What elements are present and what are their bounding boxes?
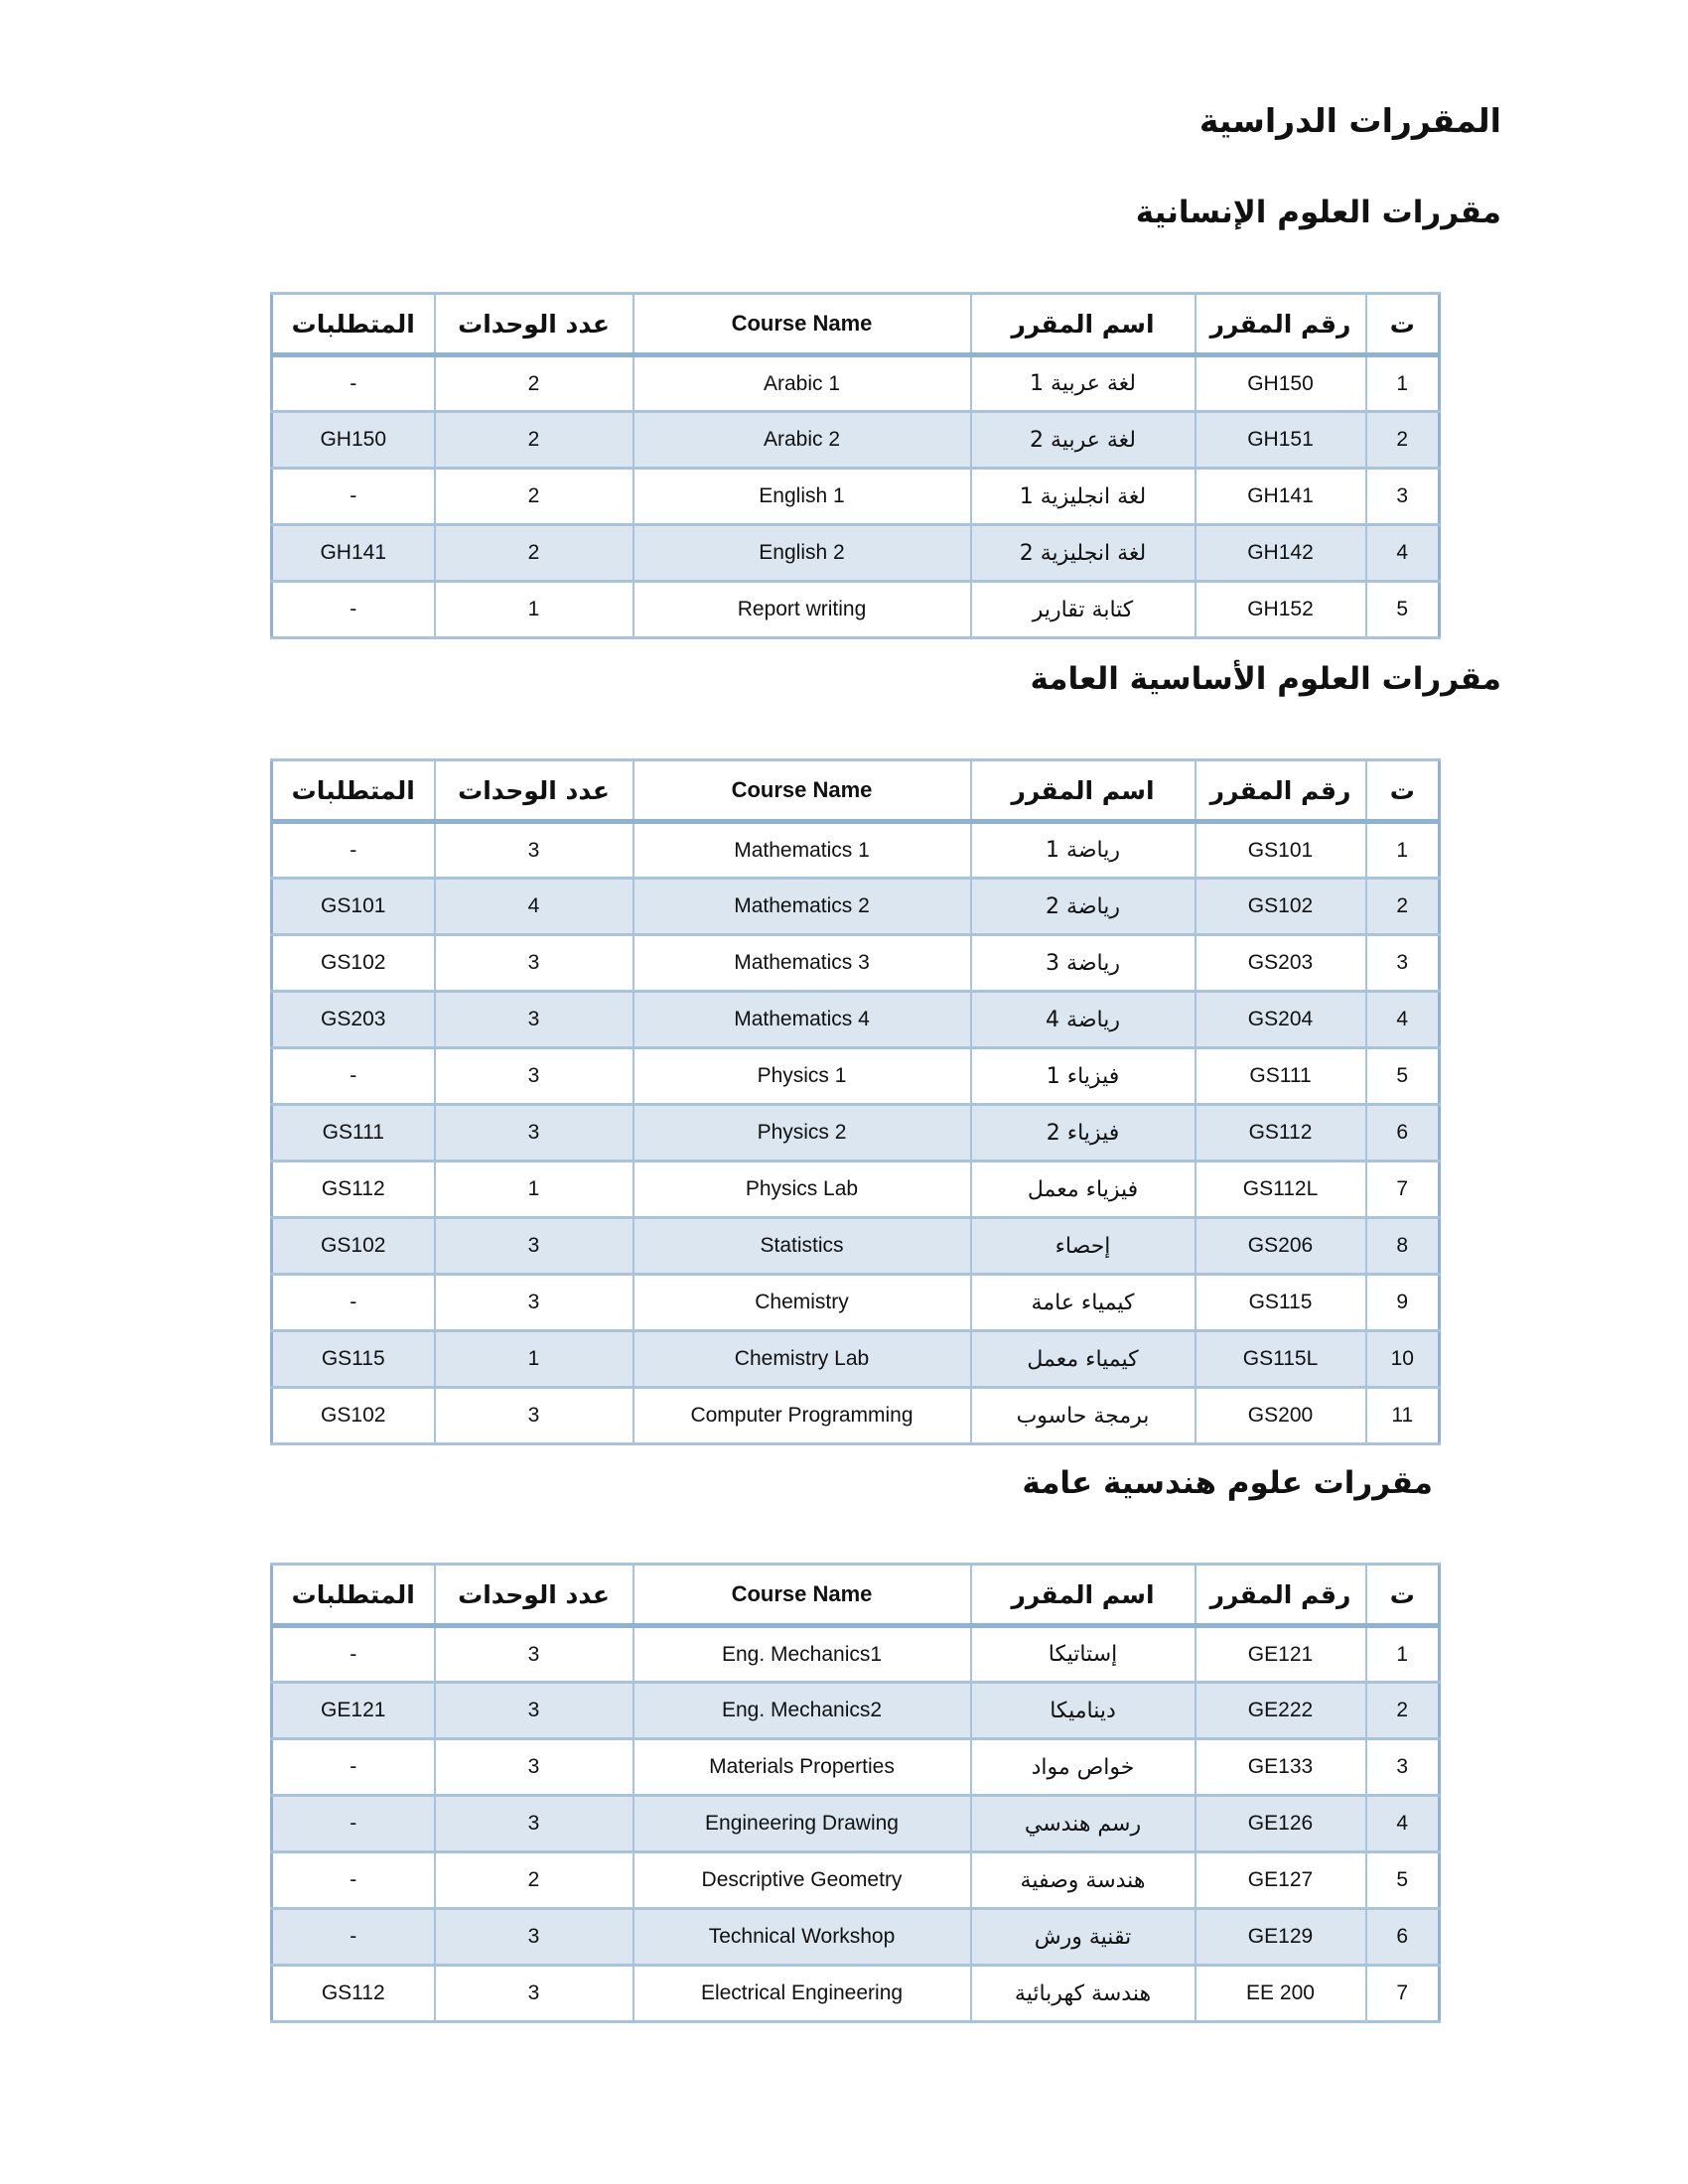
cell-name_en: Chemistry — [633, 1275, 971, 1331]
cell-units: 2 — [435, 469, 633, 525]
cell-code: GS204 — [1196, 992, 1366, 1048]
cell-code: GE127 — [1196, 1852, 1366, 1909]
cell-name_en: Mathematics 3 — [633, 935, 971, 992]
cell-code: GH142 — [1196, 525, 1366, 582]
header-row — [272, 294, 1440, 355]
table-row — [272, 469, 1440, 525]
cell-name_ar: فيزياء معمل — [971, 1161, 1196, 1218]
cell-code: GE222 — [1196, 1683, 1366, 1739]
col-header-units: عدد الوحدات — [435, 294, 633, 355]
cell-name_en: Eng. Mechanics1 — [633, 1626, 971, 1683]
col-header-course-name-en: Course Name — [633, 1565, 971, 1626]
cell-name_ar: كيمياء عامة — [971, 1275, 1196, 1331]
cell-prereq: - — [272, 1796, 435, 1852]
section-heading-humanities: مقررات العلوم الإنسانية — [1135, 195, 1501, 230]
section-heading-basic-sciences: مقررات العلوم الأساسية العامة — [1030, 661, 1501, 697]
table-row — [272, 582, 1440, 638]
cell-name_ar: لغة انجليزية 1 — [971, 469, 1196, 525]
cell-no: 6 — [1366, 1909, 1440, 1966]
cell-no: 1 — [1366, 1626, 1440, 1683]
cell-units: 3 — [435, 1275, 633, 1331]
cell-name_ar: خواص مواد — [971, 1739, 1196, 1796]
cell-name_en: Electrical Engineering — [633, 1966, 971, 2022]
cell-units: 2 — [435, 355, 633, 412]
courses-table-humanities — [270, 292, 1441, 639]
cell-no: 5 — [1366, 582, 1440, 638]
cell-prereq: - — [272, 582, 435, 638]
cell-name_ar: كتابة تقارير — [971, 582, 1196, 638]
col-header-serial: ت — [1366, 1565, 1440, 1626]
cell-code: GE121 — [1196, 1626, 1366, 1683]
col-header-course-name-en: Course Name — [633, 294, 971, 355]
table-body — [272, 355, 1440, 638]
col-header-course-code: رقم المقرر — [1196, 1565, 1366, 1626]
cell-name_ar: إستاتيكا — [971, 1626, 1196, 1683]
table-body — [272, 822, 1440, 1444]
col-header-course-code: رقم المقرر — [1196, 294, 1366, 355]
cell-units: 3 — [435, 1048, 633, 1105]
table-row — [272, 525, 1440, 582]
section-heading-general-engineering: مقررات علوم هندسية عامة — [1022, 1465, 1433, 1501]
cell-code: GS200 — [1196, 1388, 1366, 1444]
cell-name_en: Report writing — [633, 582, 971, 638]
cell-units: 3 — [435, 992, 633, 1048]
cell-no: 1 — [1366, 355, 1440, 412]
table-row — [272, 1909, 1440, 1966]
table-row — [272, 1739, 1440, 1796]
cell-code: GS115 — [1196, 1275, 1366, 1331]
cell-units: 4 — [435, 879, 633, 935]
cell-units: 3 — [435, 1388, 633, 1444]
cell-code: GS112L — [1196, 1161, 1366, 1218]
cell-name_en: Physics 2 — [633, 1105, 971, 1161]
cell-prereq: GS111 — [272, 1105, 435, 1161]
cell-prereq: - — [272, 1739, 435, 1796]
page-title: المقررات الدراسية — [1198, 101, 1501, 140]
cell-no: 4 — [1366, 525, 1440, 582]
table-row — [272, 1852, 1440, 1909]
cell-units: 3 — [435, 1796, 633, 1852]
cell-units: 3 — [435, 822, 633, 879]
cell-name_en: Statistics — [633, 1218, 971, 1275]
cell-name_en: Computer Programming — [633, 1388, 971, 1444]
cell-name_en: Engineering Drawing — [633, 1796, 971, 1852]
cell-units: 1 — [435, 1331, 633, 1388]
table-row — [272, 1796, 1440, 1852]
cell-prereq: - — [272, 355, 435, 412]
cell-prereq: GS112 — [272, 1966, 435, 2022]
courses-table-general-engineering — [270, 1563, 1441, 2023]
cell-units: 3 — [435, 1739, 633, 1796]
col-header-course-name-ar: اسم المقرر — [971, 760, 1196, 822]
cell-name_en: Arabic 1 — [633, 355, 971, 412]
cell-prereq: - — [272, 1626, 435, 1683]
col-header-prerequisites: المتطلبات — [272, 760, 435, 822]
cell-units: 3 — [435, 1966, 633, 2022]
cell-units: 3 — [435, 1683, 633, 1739]
cell-name_en: Physics 1 — [633, 1048, 971, 1105]
cell-code: GH152 — [1196, 582, 1366, 638]
cell-prereq: GS102 — [272, 1388, 435, 1444]
header-row — [272, 760, 1440, 822]
col-header-course-name-ar: اسم المقرر — [971, 294, 1196, 355]
cell-name_ar: ديناميكا — [971, 1683, 1196, 1739]
cell-name_ar: كيمياء معمل — [971, 1331, 1196, 1388]
cell-no: 3 — [1366, 1739, 1440, 1796]
cell-prereq: - — [272, 1852, 435, 1909]
cell-name_ar: رياضة 2 — [971, 879, 1196, 935]
cell-code: GS111 — [1196, 1048, 1366, 1105]
cell-prereq: - — [272, 1048, 435, 1105]
cell-name_en: Eng. Mechanics2 — [633, 1683, 971, 1739]
cell-code: GH141 — [1196, 469, 1366, 525]
cell-prereq: - — [272, 1275, 435, 1331]
cell-units: 3 — [435, 1626, 633, 1683]
cell-no: 2 — [1366, 412, 1440, 469]
table-row — [272, 1683, 1440, 1739]
table-row — [272, 1105, 1440, 1161]
cell-no: 11 — [1366, 1388, 1440, 1444]
cell-units: 1 — [435, 1161, 633, 1218]
cell-no: 2 — [1366, 1683, 1440, 1739]
cell-name_en: Mathematics 2 — [633, 879, 971, 935]
cell-prereq: GS101 — [272, 879, 435, 935]
col-header-prerequisites: المتطلبات — [272, 294, 435, 355]
cell-no: 4 — [1366, 992, 1440, 1048]
cell-prereq: GS112 — [272, 1161, 435, 1218]
col-header-course-name-en: Course Name — [633, 760, 971, 822]
cell-name_ar: رياضة 3 — [971, 935, 1196, 992]
table-row — [272, 1275, 1440, 1331]
cell-name_ar: لغة انجليزية 2 — [971, 525, 1196, 582]
header-row — [272, 1565, 1440, 1626]
cell-prereq: GE121 — [272, 1683, 435, 1739]
cell-code: EE 200 — [1196, 1966, 1366, 2022]
cell-name_ar: رياضة 1 — [971, 822, 1196, 879]
cell-no: 10 — [1366, 1331, 1440, 1388]
cell-name_en: Mathematics 1 — [633, 822, 971, 879]
cell-prereq: - — [272, 1909, 435, 1966]
cell-name_en: Materials Properties — [633, 1739, 971, 1796]
table-row — [272, 1161, 1440, 1218]
cell-name_ar: فيزياء 2 — [971, 1105, 1196, 1161]
table-row — [272, 822, 1440, 879]
cell-no: 3 — [1366, 469, 1440, 525]
col-header-course-code: رقم المقرر — [1196, 760, 1366, 822]
cell-name_en: Descriptive Geometry — [633, 1852, 971, 1909]
cell-code: GH151 — [1196, 412, 1366, 469]
table-row — [272, 1388, 1440, 1444]
section-basic-sciences — [0, 649, 1688, 1445]
cell-name_ar: تقنية ورش — [971, 1909, 1196, 1966]
table-row — [272, 1626, 1440, 1683]
cell-code: GH150 — [1196, 355, 1366, 412]
cell-units: 3 — [435, 1909, 633, 1966]
cell-prereq: GS102 — [272, 1218, 435, 1275]
cell-code: GS203 — [1196, 935, 1366, 992]
table-row — [272, 1218, 1440, 1275]
table-body — [272, 1626, 1440, 2022]
cell-code: GS101 — [1196, 822, 1366, 879]
cell-name_en: Technical Workshop — [633, 1909, 971, 1966]
table-row — [272, 1331, 1440, 1388]
cell-no: 1 — [1366, 822, 1440, 879]
cell-name_ar: لغة عربية 2 — [971, 412, 1196, 469]
cell-name_ar: لغة عربية 1 — [971, 355, 1196, 412]
cell-code: GS206 — [1196, 1218, 1366, 1275]
section-general-engineering — [0, 1453, 1688, 2023]
cell-prereq: - — [272, 469, 435, 525]
cell-no: 8 — [1366, 1218, 1440, 1275]
cell-no: 4 — [1366, 1796, 1440, 1852]
cell-units: 3 — [435, 1218, 633, 1275]
cell-prereq: GH141 — [272, 525, 435, 582]
courses-table-basic-sciences — [270, 758, 1441, 1445]
cell-code: GE129 — [1196, 1909, 1366, 1966]
cell-code: GS115L — [1196, 1331, 1366, 1388]
table-row — [272, 879, 1440, 935]
cell-units: 2 — [435, 1852, 633, 1909]
table-row — [272, 355, 1440, 412]
table-row — [272, 412, 1440, 469]
cell-name_en: Physics Lab — [633, 1161, 971, 1218]
cell-code: GS112 — [1196, 1105, 1366, 1161]
cell-name_ar: برمجة حاسوب — [971, 1388, 1196, 1444]
table-row — [272, 1048, 1440, 1105]
cell-units: 3 — [435, 935, 633, 992]
cell-code: GE133 — [1196, 1739, 1366, 1796]
cell-no: 6 — [1366, 1105, 1440, 1161]
cell-units: 2 — [435, 525, 633, 582]
col-header-serial: ت — [1366, 294, 1440, 355]
col-header-serial: ت — [1366, 760, 1440, 822]
cell-name_ar: هندسة وصفية — [971, 1852, 1196, 1909]
cell-no: 5 — [1366, 1048, 1440, 1105]
cell-units: 1 — [435, 582, 633, 638]
cell-name_en: English 2 — [633, 525, 971, 582]
cell-name_en: English 1 — [633, 469, 971, 525]
cell-no: 2 — [1366, 879, 1440, 935]
cell-code: GS102 — [1196, 879, 1366, 935]
cell-prereq: GH150 — [272, 412, 435, 469]
cell-prereq: - — [272, 822, 435, 879]
cell-no: 7 — [1366, 1966, 1440, 2022]
col-header-units: عدد الوحدات — [435, 1565, 633, 1626]
cell-units: 3 — [435, 1105, 633, 1161]
cell-name_ar: هندسة كهربائية — [971, 1966, 1196, 2022]
cell-name_ar: إحصاء — [971, 1218, 1196, 1275]
cell-prereq: GS203 — [272, 992, 435, 1048]
cell-name_ar: رياضة 4 — [971, 992, 1196, 1048]
col-header-course-name-ar: اسم المقرر — [971, 1565, 1196, 1626]
table-row — [272, 1966, 1440, 2022]
cell-prereq: GS102 — [272, 935, 435, 992]
cell-no: 7 — [1366, 1161, 1440, 1218]
cell-name_en: Chemistry Lab — [633, 1331, 971, 1388]
cell-name_ar: رسم هندسي — [971, 1796, 1196, 1852]
cell-name_en: Arabic 2 — [633, 412, 971, 469]
cell-prereq: GS115 — [272, 1331, 435, 1388]
col-header-prerequisites: المتطلبات — [272, 1565, 435, 1626]
cell-no: 3 — [1366, 935, 1440, 992]
table-row — [272, 992, 1440, 1048]
cell-code: GE126 — [1196, 1796, 1366, 1852]
col-header-units: عدد الوحدات — [435, 760, 633, 822]
cell-name_en: Mathematics 4 — [633, 992, 971, 1048]
section-humanities — [0, 183, 1688, 639]
cell-name_ar: فيزياء 1 — [971, 1048, 1196, 1105]
cell-no: 9 — [1366, 1275, 1440, 1331]
cell-units: 2 — [435, 412, 633, 469]
table-row — [272, 935, 1440, 992]
cell-no: 5 — [1366, 1852, 1440, 1909]
